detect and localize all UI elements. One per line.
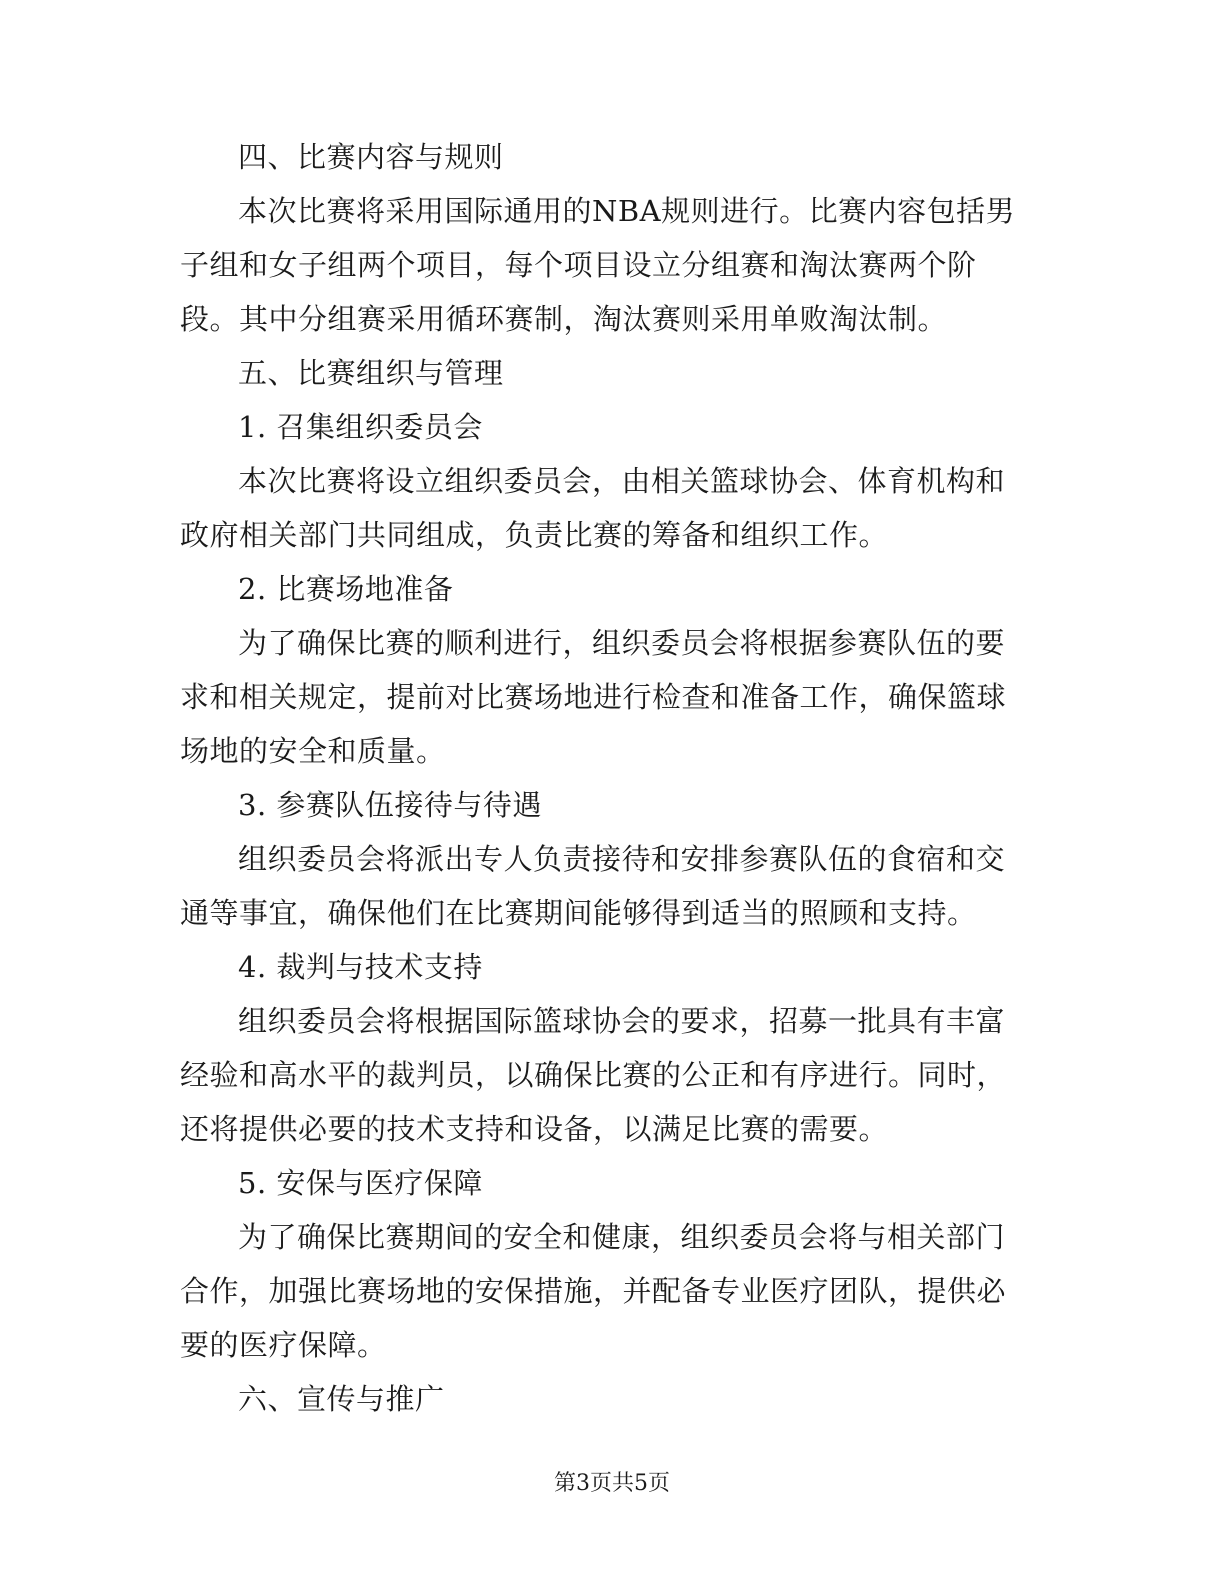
- paragraph-rules: 本次比赛将采用国际通用的NBA规则进行。比赛内容包括男子组和女子组两个项目，每个项目设立分组赛和淘汰赛两个阶段。其中分组赛采用循环赛制，淘汰赛则采用单败淘汰制。: [180, 194, 1016, 336]
- subheading-reception: 3. 参赛队伍接待与待遇: [238, 788, 542, 822]
- subheading-committee: 1. 召集组织委员会: [238, 410, 483, 444]
- section-heading-4: 四、比赛内容与规则: [238, 140, 504, 174]
- paragraph-referee: 组织委员会将根据国际篮球协会的要求，招募一批具有丰富经验和高水平的裁判员，以确保比赛的公正和有序进行。同时，还将提供必要的技术支持和设备，以满足比赛的需要。: [180, 1004, 1007, 1146]
- section-heading-5: 五、比赛组织与管理: [238, 356, 504, 390]
- subheading-referee: 4. 裁判与技术支持: [238, 950, 483, 984]
- subheading-security: 5. 安保与医疗保障: [238, 1166, 483, 1200]
- section-heading-6: 六、宣传与推广: [238, 1382, 445, 1416]
- paragraph-security: 为了确保比赛期间的安全和健康，组织委员会将与相关部门合作，加强比赛场地的安保措施，并配备专业医疗团队，提供必要的医疗保障。: [180, 1220, 1007, 1362]
- document-body: [180, 130, 1020, 1426]
- page-number: 第3页共5页: [554, 1471, 670, 1496]
- paragraph-venue: 为了确保比赛的顺利进行，组织委员会将根据参赛队伍的要求和相关规定，提前对比赛场地进行检查和准备工作，确保篮球场地的安全和质量。: [180, 626, 1007, 768]
- paragraph-reception: 组织委员会将派出专人负责接待和安排参赛队伍的食宿和交通等事宜，确保他们在比赛期间能够得到适当的照顾和支持。: [180, 842, 1006, 930]
- paragraph-committee: 本次比赛将设立组织委员会，由相关篮球协会、体育机构和政府相关部门共同组成，负责比赛的筹备和组织工作。: [180, 464, 1006, 552]
- subheading-venue: 2. 比赛场地准备: [238, 572, 454, 606]
